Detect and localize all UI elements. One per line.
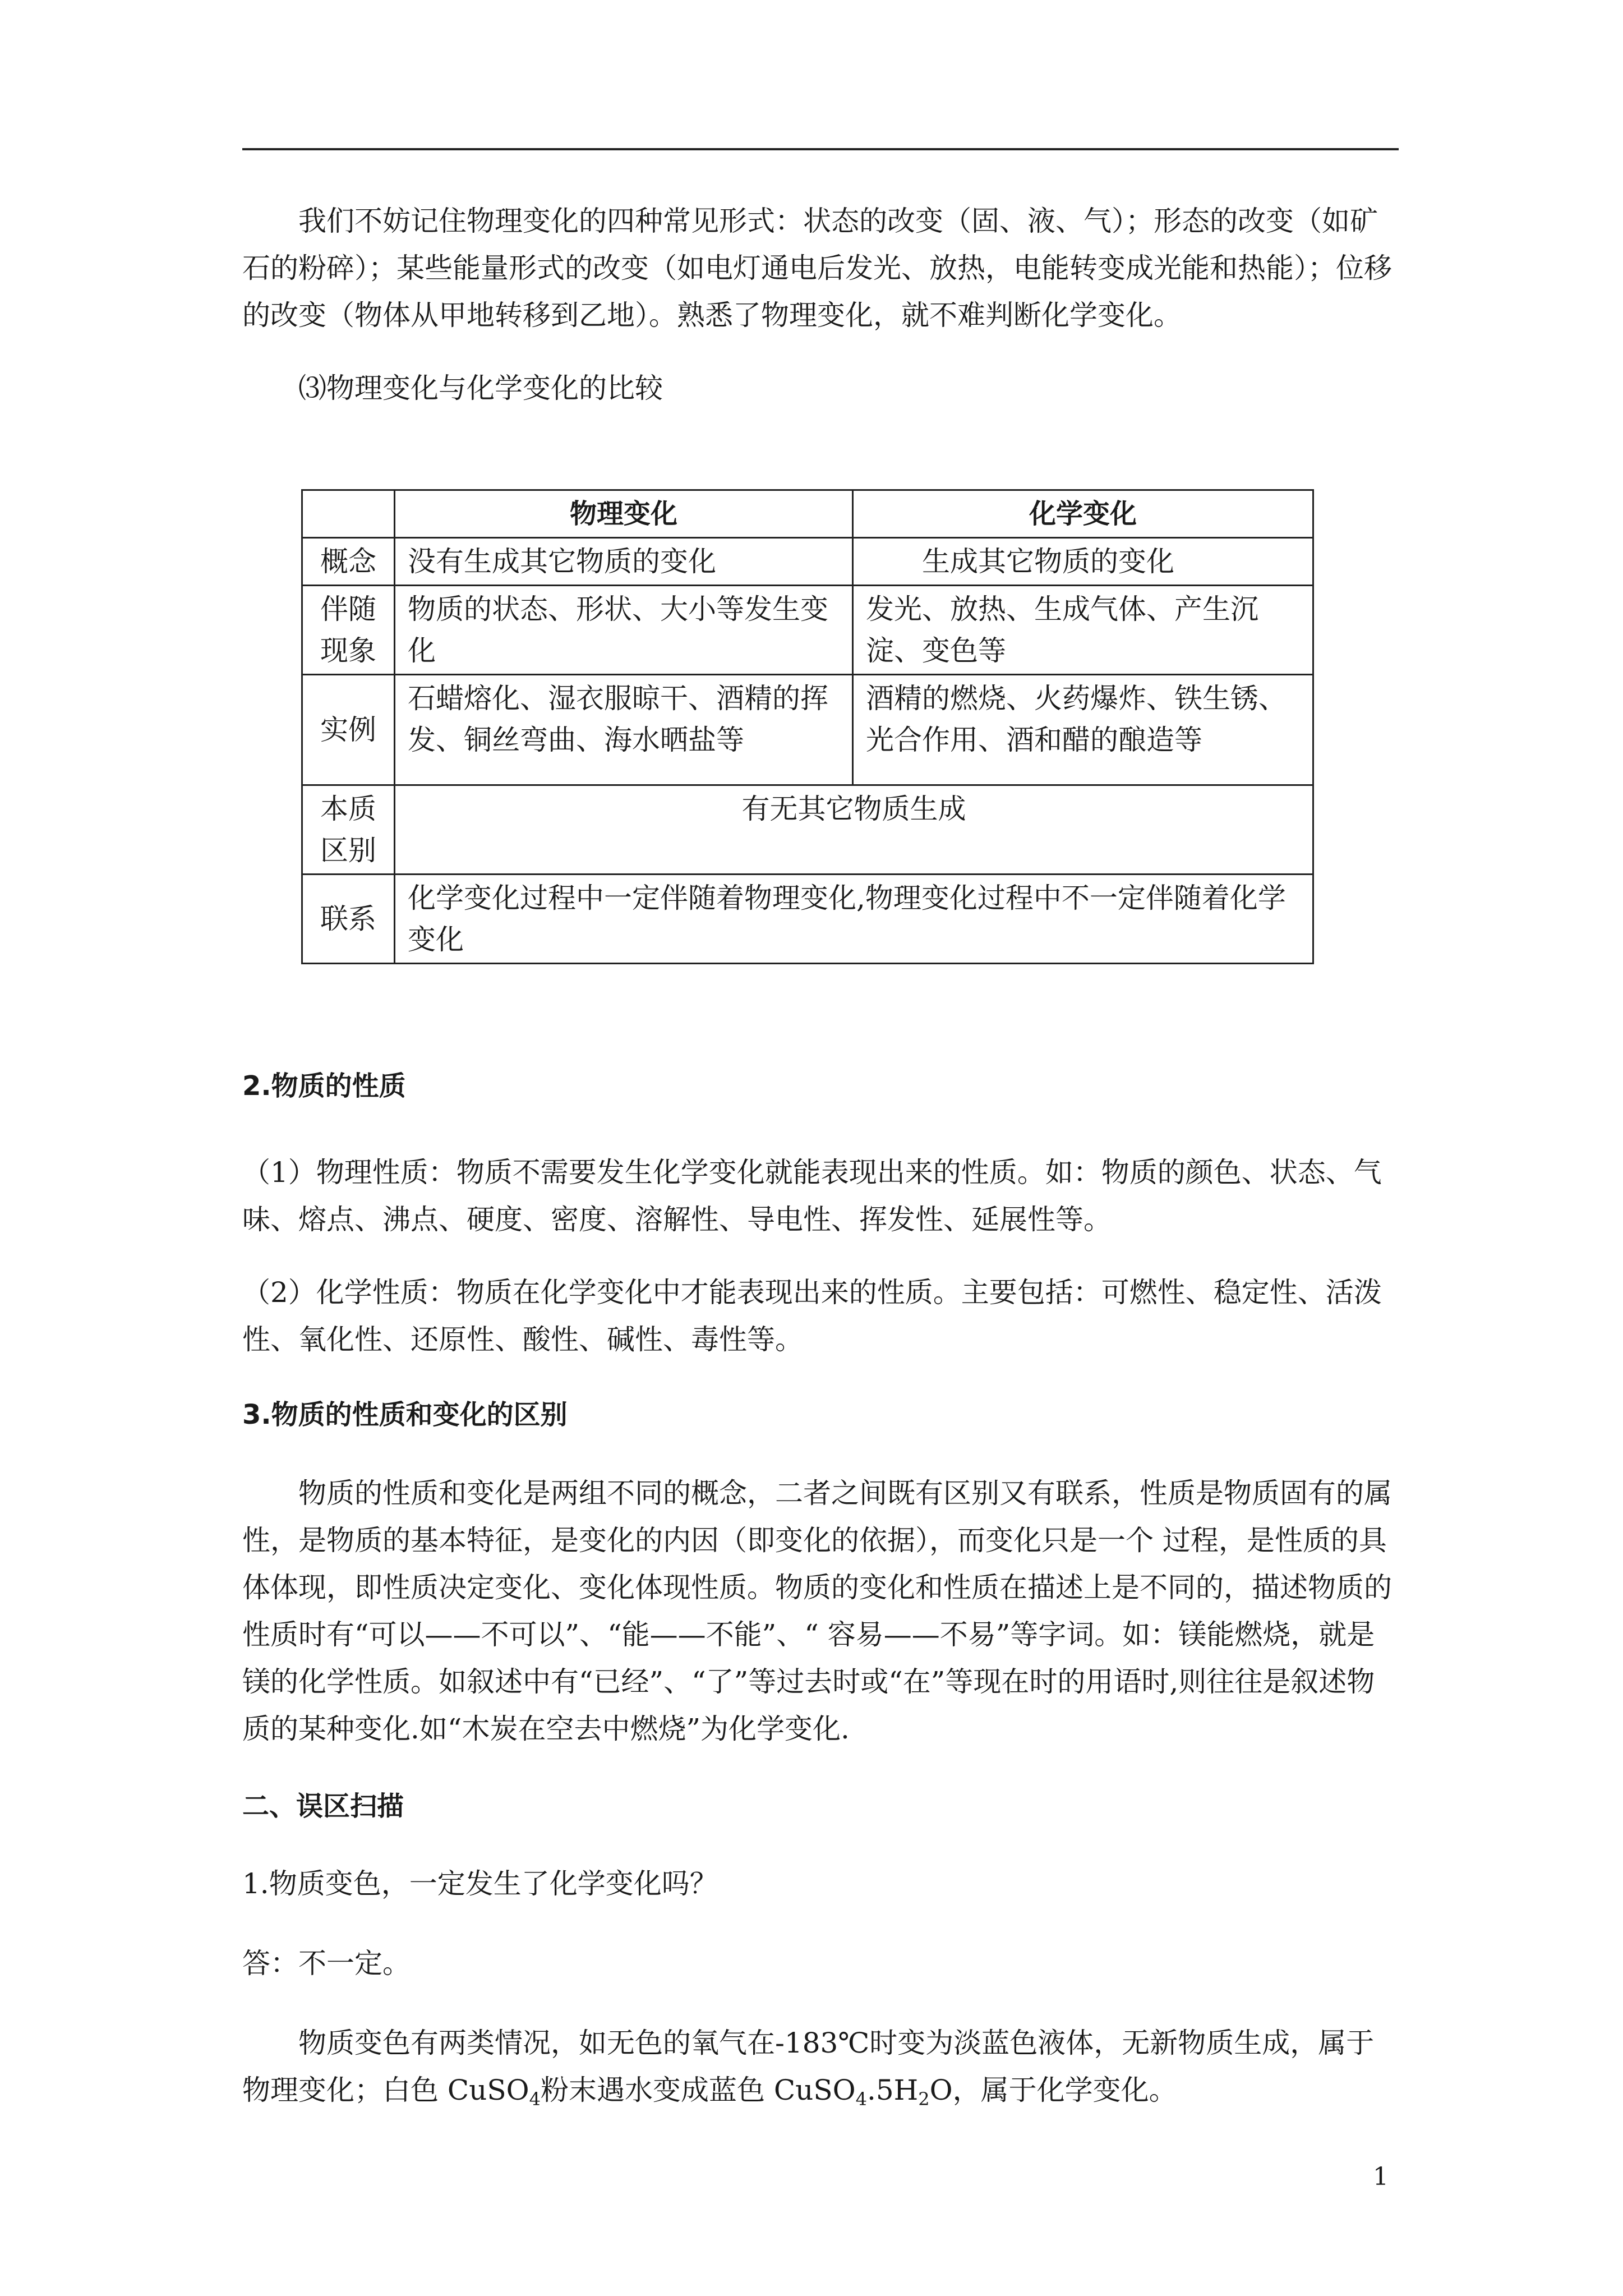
explanation-text: O，属于化学变化。 xyxy=(929,2074,1177,2106)
cell-physical: 物质的状态、形状、大小等发生变化 xyxy=(395,586,853,675)
header-chemical: 化学变化 xyxy=(853,490,1313,538)
section-2-title: 2.物质的性质 xyxy=(242,1070,406,1102)
cell-chemical: 酒精的燃烧、火药爆炸、铁生锈、光合作用、酒和醋的酿造等 xyxy=(853,675,1313,785)
cell-chemical: 发光、放热、生成气体、产生沉淀、变色等 xyxy=(853,586,1313,675)
subscript: 2 xyxy=(918,2088,930,2110)
section-2-paragraph-2: （2）化学性质：物质在化学变化中才能表现出来的性质。主要包括：可燃性、稳定性、活泼性、氧化性、还原性、酸性、碱性、毒性等。 xyxy=(242,1276,1382,1356)
cell-relation: 化学变化过程中一定伴随着物理变化,物理变化过程中不一定伴随着化学变化 xyxy=(395,875,1313,964)
section-3-paragraph: 物质的性质和变化是两组不同的概念，二者之间既有区别又有联系，性质是物质固有的属性，是物质的基本特征，是变化的内因（即变化的依据），而变化只是一个 过程，是性质的具体体现，即性质决定变化、变化体现性质。物质的变化和性质在描述上是不同的，描述物质的性质时有“可以——不可以”、“能——不能”、“ 容易——不易”等字词。如：镁能燃烧，就是镁的化学性质。如叙述中有“已经”、“了”等过去时或“在”等现在时的用语时,则往往是叙述物质的某种变化.如“木炭在空去中燃烧”为化学变化. xyxy=(242,1477,1392,1745)
row-label: 本质区别 xyxy=(302,785,395,875)
cell-essence: 有无其它物质生成 xyxy=(395,785,1313,875)
row-label: 伴随现象 xyxy=(302,586,395,675)
cell-physical: 石蜡熔化、湿衣服晾干、酒精的挥发、铜丝弯曲、海水晒盐等 xyxy=(395,675,853,785)
page-number: 1 xyxy=(1373,2162,1389,2191)
subscript: 4 xyxy=(529,2088,541,2110)
cell-physical: 没有生成其它物质的变化 xyxy=(395,538,853,586)
section-3-title: 3.物质的性质和变化的区别 xyxy=(242,1399,568,1430)
subsection-3-title: ⑶物理变化与化学变化的比较 xyxy=(298,372,663,404)
explanation-text: 物质变色有两类情况，如无色的氧气在-183℃时变为淡蓝色液体，无新物质生成，属于物理变化；白色 CuSO xyxy=(242,2027,1375,2106)
header-physical: 物理变化 xyxy=(395,490,853,538)
table-row xyxy=(302,675,1313,785)
header-rule xyxy=(242,148,1399,150)
row-label: 实例 xyxy=(302,675,395,785)
cell-chemical: 生成其它物质的变化 xyxy=(853,538,1313,586)
section-2-paragraph-1: （1）物理性质：物质不需要发生化学变化就能表现出来的性质。如：物质的颜色、状态、气味、熔点、沸点、硬度、密度、溶解性、导电性、挥发性、延展性等。 xyxy=(242,1156,1382,1236)
table-header-row xyxy=(302,490,1313,538)
table-corner-cell xyxy=(302,490,395,538)
intro-paragraph: 我们不妨记住物理变化的四种常见形式：状态的改变（固、液、气）；形态的改变（如矿石的粉碎）；某些能量形式的改变（如电灯通电后发光、放热，电能转变成光能和热能）；位移的改变（物体从甲地转移到乙地）。熟悉了物理变化，就不难判断化学变化。 xyxy=(242,205,1392,332)
answer-1: 答：不一定。 xyxy=(242,1947,411,1980)
table-row xyxy=(302,586,1313,675)
comparison-table xyxy=(301,489,1314,964)
explanation-text: 粉末遇水变成蓝色 CuSO xyxy=(540,2074,856,2106)
row-label: 概念 xyxy=(302,538,395,586)
question-1: 1.物质变色，一定发生了化学变化吗？ xyxy=(242,1867,718,1900)
table-row xyxy=(302,538,1313,586)
explanation-text: .5H xyxy=(866,2074,919,2106)
row-label: 联系 xyxy=(302,875,395,964)
part-2-title: 二、误区扫描 xyxy=(242,1791,404,1822)
explanation-paragraph xyxy=(242,2019,1399,2114)
table-row xyxy=(302,785,1313,875)
subscript: 4 xyxy=(855,2088,867,2110)
table-row xyxy=(302,875,1313,964)
